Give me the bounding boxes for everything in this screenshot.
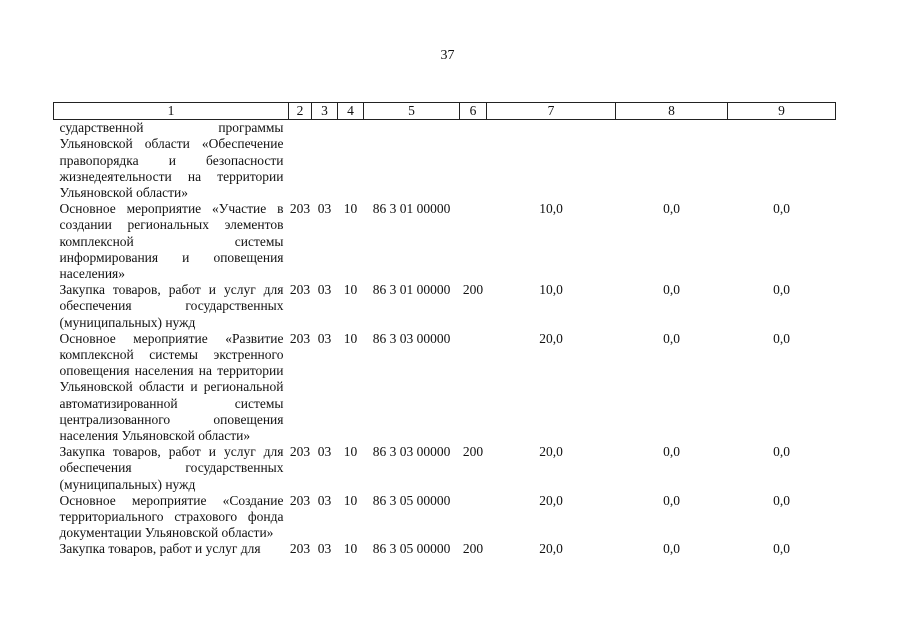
table-row xyxy=(54,120,836,202)
cell-col-2: 203 xyxy=(289,201,311,217)
header-col-3: 3 xyxy=(312,103,338,120)
cell-col-4: 10 xyxy=(343,541,358,557)
cell-col-7: 10,0 xyxy=(539,201,563,217)
cell-col-7: 20,0 xyxy=(539,541,563,557)
row-name: Основное мероприятие «Развитие комплексной системы экстренного оповещения населения на территории Ульяновской области и региональной автоматизированной системы централизованного оповещения населения Ульяновской области» xyxy=(59,330,284,444)
cell-col-5: 86 3 05 00000 xyxy=(372,541,451,557)
cell-col-8: 0,0 xyxy=(663,282,680,298)
cell-col-6: 200 xyxy=(462,282,484,298)
row-name: сударственной программы Ульяновской области «Обеспечение правопорядка и безопасности жизнедеятельности на территории Ульяновской области» xyxy=(59,120,284,201)
cell-col-4: 10 xyxy=(343,330,358,346)
cell-col-3: 03 xyxy=(317,282,332,298)
cell-col-9: 0,0 xyxy=(773,201,790,217)
page-number: 37 xyxy=(440,48,455,63)
cell-col-2: 203 xyxy=(289,541,311,557)
header-col-4: 4 xyxy=(338,103,364,120)
cell-col-6 xyxy=(460,493,487,542)
cell-col-9 xyxy=(728,120,836,202)
header-col-9: 9 xyxy=(728,103,836,120)
cell-col-8: 0,0 xyxy=(663,541,680,557)
cell-col-3: 03 xyxy=(317,201,332,217)
cell-col-5: 86 3 03 00000 xyxy=(372,444,451,460)
cell-col-4 xyxy=(338,120,364,202)
cell-col-6 xyxy=(460,120,487,202)
header-col-2: 2 xyxy=(289,103,312,120)
cell-col-9: 0,0 xyxy=(773,492,790,508)
header-col-7: 7 xyxy=(487,103,616,120)
row-name: Закупка товаров, работ и услуг для xyxy=(59,541,261,557)
cell-col-8: 0,0 xyxy=(663,201,680,217)
header-col-8: 8 xyxy=(616,103,728,120)
row-name: Закупка товаров, работ и услуг для обеспечения государственных (муниципальных) нужд xyxy=(59,444,284,492)
table-row xyxy=(54,493,836,542)
cell-col-4: 10 xyxy=(343,444,358,460)
cell-col-7 xyxy=(487,120,616,202)
cell-col-2 xyxy=(289,120,312,202)
table-row xyxy=(54,201,836,282)
cell-col-7: 20,0 xyxy=(539,444,563,460)
cell-col-6: 200 xyxy=(462,541,484,557)
header-col-6: 6 xyxy=(460,103,487,120)
table-row xyxy=(54,331,836,444)
cell-col-3: 03 xyxy=(317,444,332,460)
cell-col-5: 86 3 01 00000 xyxy=(372,282,451,298)
table-row xyxy=(54,282,836,331)
row-name: Основное мероприятие «Участие в создании региональных элементов комплексной системы информирования и оповещения населения» xyxy=(59,201,284,282)
cell-col-7: 20,0 xyxy=(539,330,563,346)
cell-col-3: 03 xyxy=(317,492,332,508)
cell-col-2: 203 xyxy=(289,444,311,460)
cell-col-6: 200 xyxy=(462,444,484,460)
header-col-1: 1 xyxy=(54,103,289,120)
cell-col-8 xyxy=(616,120,728,202)
cell-col-8: 0,0 xyxy=(663,330,680,346)
cell-col-7: 10,0 xyxy=(539,282,563,298)
cell-col-9: 0,0 xyxy=(773,330,790,346)
cell-col-2: 203 xyxy=(289,330,311,346)
cell-col-2: 203 xyxy=(289,282,311,298)
cell-col-4: 10 xyxy=(343,201,358,217)
table-row xyxy=(54,541,836,557)
cell-col-6 xyxy=(460,201,487,282)
cell-col-5 xyxy=(364,120,460,202)
cell-col-5: 86 3 01 00000 xyxy=(372,201,451,217)
cell-col-9: 0,0 xyxy=(773,282,790,298)
cell-col-7: 20,0 xyxy=(539,492,563,508)
cell-col-8: 0,0 xyxy=(663,444,680,460)
cell-col-5: 86 3 03 00000 xyxy=(372,330,451,346)
budget-table xyxy=(53,102,836,558)
cell-col-4: 10 xyxy=(343,492,358,508)
table-row xyxy=(54,444,836,493)
cell-col-5: 86 3 05 00000 xyxy=(372,492,451,508)
cell-col-4: 10 xyxy=(343,282,358,298)
header-col-5: 5 xyxy=(364,103,460,120)
cell-col-9: 0,0 xyxy=(773,444,790,460)
cell-col-9: 0,0 xyxy=(773,541,790,557)
row-name: Закупка товаров, работ и услуг для обеспечения государственных (муниципальных) нужд xyxy=(59,282,284,330)
cell-col-3 xyxy=(312,120,338,202)
cell-col-3: 03 xyxy=(317,541,332,557)
cell-col-3: 03 xyxy=(317,330,332,346)
row-name: Основное мероприятие «Создание территориального страхового фонда документации Ульяновской области» xyxy=(59,492,284,541)
cell-col-6 xyxy=(460,331,487,444)
cell-col-8: 0,0 xyxy=(663,492,680,508)
cell-col-2: 203 xyxy=(289,492,311,508)
header-row xyxy=(54,103,836,120)
